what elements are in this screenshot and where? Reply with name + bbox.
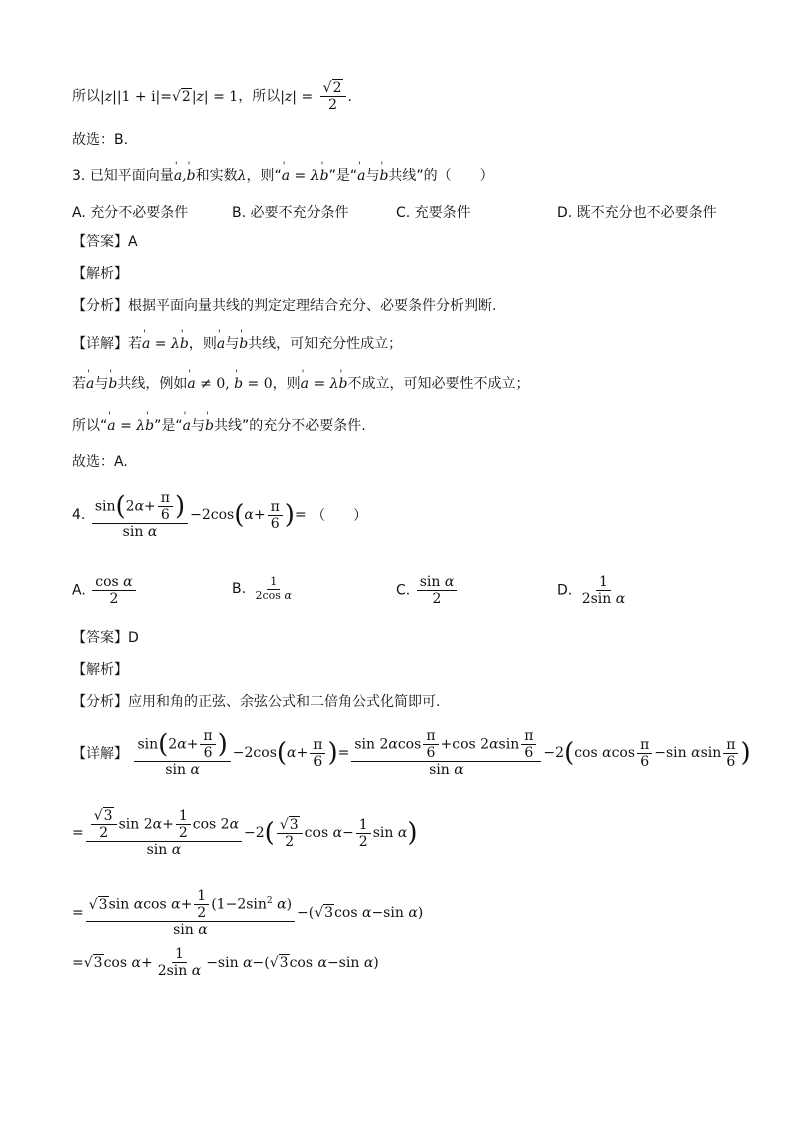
question-4-analysis-heading: 【解析】 (72, 662, 128, 678)
question-3-detail-3: 所以“' a = λ' b”是“' a与' b共线”的充分不必要条件. (72, 416, 366, 436)
question-3-detail-1: 【详解】若' a = λ' b，则' a与' b共线，可知充分性成立； (72, 334, 402, 354)
question-3-option-a: A. 充分不必要条件 (72, 205, 189, 221)
question-4-option-d: D. $\frac{1}{\text{2sin α}}$ (557, 574, 626, 608)
question-3-stem: 3. 已知平面向量' a,' b和实数λ，则“' a = λ' b”是“' a与' b共线”的（ ） (72, 166, 494, 186)
question-3-answer: 【答案】A (72, 234, 138, 250)
question-3-analysis: 【分析】根据平面向量共线的判定定理结合充分、必要条件分析判断. (72, 298, 497, 314)
question-3-option-b: B. 必要不充分条件 (232, 205, 349, 221)
answer-choice-b: 故选：B. (72, 132, 129, 148)
question-3-final-answer: 故选：A. (72, 454, 128, 470)
question-4-detail-step-4: =√3cos α+ $\frac{1}{\text{2sin α}}$ −sin α−(√3cos α−sin α) (72, 946, 379, 980)
question-4-stem: 4. sin(2α+ $\frac{\pi}{6}$ ) sin α −2cos(α+ $\frac{\pi}{6}$ )= （ ） (72, 490, 368, 541)
question-4-answer: 【答案】D (72, 630, 139, 646)
question-4-detail-step-2: = $\frac{√3}{2}$ sin 2α+ $\frac{1}{2}$ cos 2α sin α −2( $\frac{√3}{2}$ cos α− $\frac{1}{2}$ sin α) (72, 808, 418, 859)
question-4-detail-step-3: = √3sin αcos α+ $\frac{1}{2}$ ($1-2\sin^2$ α) sin α −(√3cos α−sin α) (72, 888, 424, 939)
question-4-analysis: 【分析】应用和角的正弦、余弦公式和二倍角公式化简即可. (72, 694, 441, 710)
solution-line-modulus: 所以|z||1 + i|=√2|z| = 1，所以|z| = $\frac{√2}{2}$ . (72, 80, 352, 114)
question-3-analysis-heading: 【解析】 (72, 266, 128, 282)
question-3-option-c: C. 充要条件 (396, 205, 471, 221)
question-4-detail-step-1: 【详解】 sin(2α+ $\frac{\pi}{6}$ ) sin α −2cos(α+ $\frac{\pi}{6}$ )= sin 2αcos $\frac{\pi}{6}$ +cos 2αsin $\frac{\pi}{6}$ sin α −2(cos αcos $\frac{\pi}{6}$ −sin αsin $\frac{\pi}{6}$ ) (72, 728, 751, 779)
question-4-option-b: B. $\frac{1}{\text{2cos α}}$ (232, 575, 292, 602)
question-3-option-d: D. 既不充分也不必要条件 (557, 205, 717, 221)
question-4-option-a: A. $\frac{\text{cos α}}{2}$ (72, 574, 138, 607)
question-4-option-c: C. $\frac{\text{sin α}}{2}$ (396, 574, 459, 607)
question-3-detail-2: 若' a与' b共线，例如' a ≠ 0, ' b = 0，则' a = λ' b不成立，可知必要性不成立； (72, 374, 530, 394)
